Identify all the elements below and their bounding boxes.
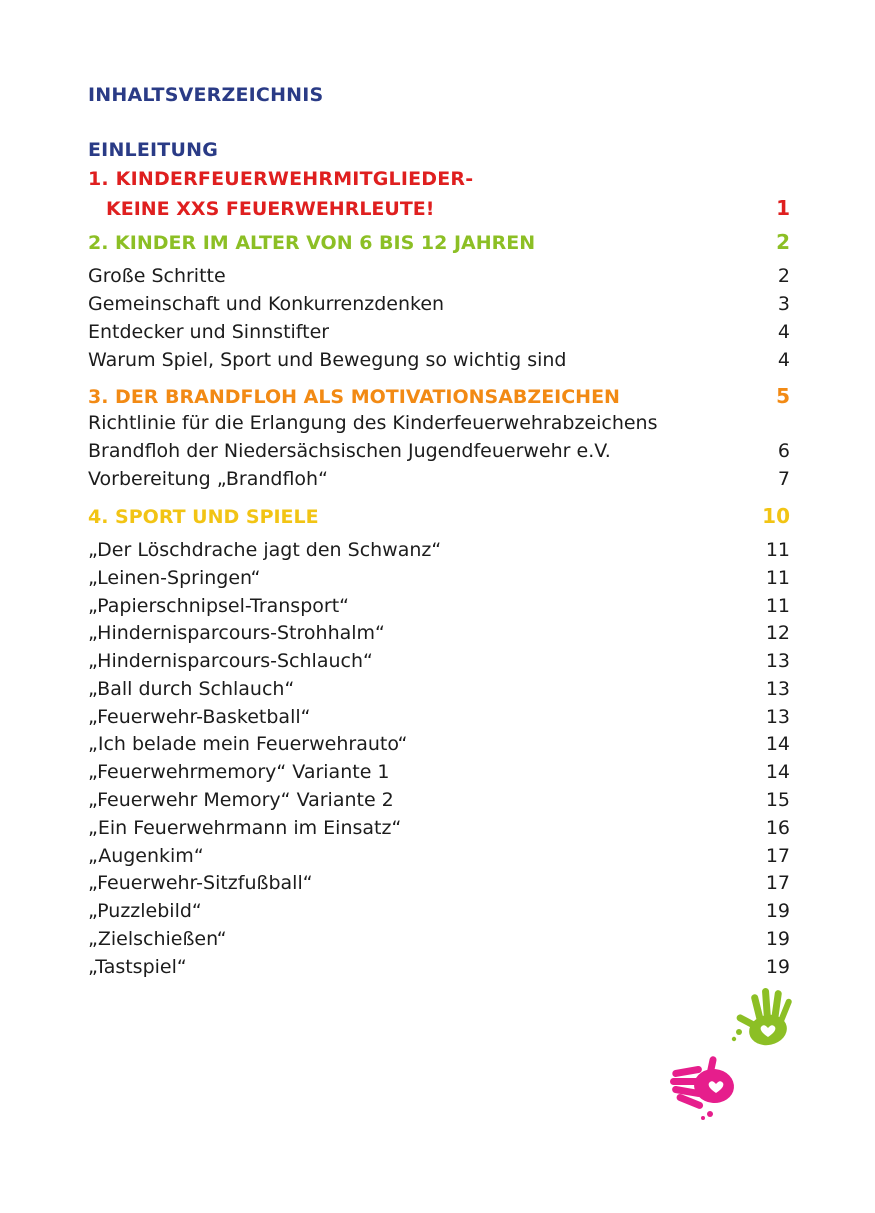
toc-entry	[88, 733, 790, 761]
toc-entry	[88, 293, 790, 321]
toc-entry-text: „Der Löschdrache jagt den Schwanz“	[88, 539, 442, 561]
toc-entry-page: 13	[765, 706, 790, 728]
chapter1-title-line1: 1. KINDERFEUERWEHRMITGLIEDER-	[88, 168, 474, 190]
chapter2-page: 2	[776, 230, 790, 254]
toc-entry-text: „Ein Feuerwehrmann im Einsatz“	[88, 817, 402, 839]
toc-entry-page: 14	[765, 733, 790, 755]
toc-entry	[88, 650, 790, 678]
toc-entry-text: „Leinen-Springen“	[88, 567, 261, 589]
toc-entry	[88, 928, 790, 956]
chapter1-title-line2: KEINE XXS FEUERWEHRLEUTE!	[106, 198, 435, 220]
toc-entry	[88, 789, 790, 817]
toc-entry	[88, 539, 790, 567]
toc-entry-text: „Ich belade mein Feuerwehrauto“	[88, 733, 408, 755]
toc-entry-page: 19	[765, 956, 790, 978]
toc-entry-text: „Augenkim“	[88, 845, 204, 867]
toc-entry-text: „Feuerwehrmemory“ Variante 1	[88, 761, 390, 783]
toc-entry	[88, 412, 790, 440]
toc-entry-text: Gemeinschaft und Konkurrenzdenken	[88, 293, 445, 315]
toc-entry-text: Warum Spiel, Sport und Bewegung so wichtig sind	[88, 349, 567, 371]
chapter1-row	[106, 196, 790, 220]
toc-entry-page: 11	[765, 539, 790, 561]
toc-entry-text: „Hindernisparcours-Schlauch“	[88, 650, 373, 672]
chapter4-row	[88, 504, 790, 528]
toc-entry-text: „Tastspiel“	[88, 956, 187, 978]
toc-entry-text: „Zielschießen“	[88, 928, 227, 950]
toc-entry-text: „Feuerwehr-Sitzfußball“	[88, 872, 313, 894]
magenta-handprint-icon	[668, 1050, 742, 1122]
toc-entry-page: 4	[777, 349, 790, 371]
toc-entry-page: 3	[777, 293, 790, 315]
toc-entry-text: „Papierschnipsel-Transport“	[88, 595, 349, 617]
toc-entry-page: 19	[765, 900, 790, 922]
toc-entry	[88, 678, 790, 706]
chapter2-title: 2. KINDER IM ALTER VON 6 BIS 12 JAHREN	[88, 232, 536, 254]
toc-entry-text: Brandfloh der Niedersächsischen Jugendfeuerwehr e.V.	[88, 440, 611, 462]
toc-entry-page: 4	[777, 321, 790, 343]
chapter4-page: 10	[762, 504, 790, 528]
toc-entry	[88, 900, 790, 928]
green-handprint-icon	[728, 984, 798, 1050]
toc-entry-page: 16	[765, 817, 790, 839]
toc-title: INHALTSVERZEICHNIS	[88, 84, 324, 106]
toc-entry-page: 11	[765, 595, 790, 617]
toc-entry-page: 13	[765, 678, 790, 700]
toc-entry	[88, 265, 790, 293]
toc-entry-page: 7	[777, 468, 790, 490]
toc-entry	[88, 595, 790, 623]
toc-entry-text: „Feuerwehr-Basketball“	[88, 706, 311, 728]
toc-entry-page: 11	[765, 567, 790, 589]
chapter1-page: 1	[776, 196, 790, 220]
toc-entry	[88, 440, 790, 468]
toc-entry-text: „Feuerwehr Memory“ Variante 2	[88, 789, 394, 811]
toc-entry	[88, 872, 790, 900]
chapter3-title: 3. DER BRANDFLOH ALS MOTIVATIONSABZEICHEN	[88, 386, 620, 408]
toc-entry	[88, 321, 790, 349]
chapter3-row	[88, 384, 790, 408]
toc-entry-page: 17	[765, 872, 790, 894]
chapter2-row	[88, 230, 790, 254]
toc-entry-text: Große Schritte	[88, 265, 226, 287]
toc-entry-text: Vorbereitung „Brandfloh“	[88, 468, 328, 490]
toc-entry	[88, 567, 790, 595]
toc-entry-page: 2	[777, 265, 790, 287]
toc-entry-text: „Puzzlebild“	[88, 900, 202, 922]
toc-entry	[88, 817, 790, 845]
toc-entry	[88, 622, 790, 650]
toc-entry-page: 19	[765, 928, 790, 950]
toc-entry	[88, 468, 790, 496]
toc-entry-text: „Ball durch Schlauch“	[88, 678, 295, 700]
chapter3-page: 5	[776, 384, 790, 408]
chapter4-title: 4. SPORT UND SPIELE	[88, 506, 319, 528]
toc-entry-text: Richtlinie für die Erlangung des Kinderfeuerwehrabzeichens	[88, 412, 658, 434]
toc-entry-text: „Hindernisparcours-Strohhalm“	[88, 622, 385, 644]
toc-entry-text: Entdecker und Sinnstifter	[88, 321, 330, 343]
toc-entry-page: 6	[777, 440, 790, 462]
toc-entry	[88, 349, 790, 377]
intro-heading: EINLEITUNG	[88, 139, 218, 161]
toc-entry-page: 14	[765, 761, 790, 783]
toc-entry	[88, 706, 790, 734]
toc-entry-page: 12	[765, 622, 790, 644]
toc-entry	[88, 845, 790, 873]
toc-entry-page: 15	[765, 789, 790, 811]
toc-entry	[88, 761, 790, 789]
toc-entry	[88, 956, 790, 984]
toc-entry-page: 13	[765, 650, 790, 672]
toc-entry-page: 17	[765, 845, 790, 867]
